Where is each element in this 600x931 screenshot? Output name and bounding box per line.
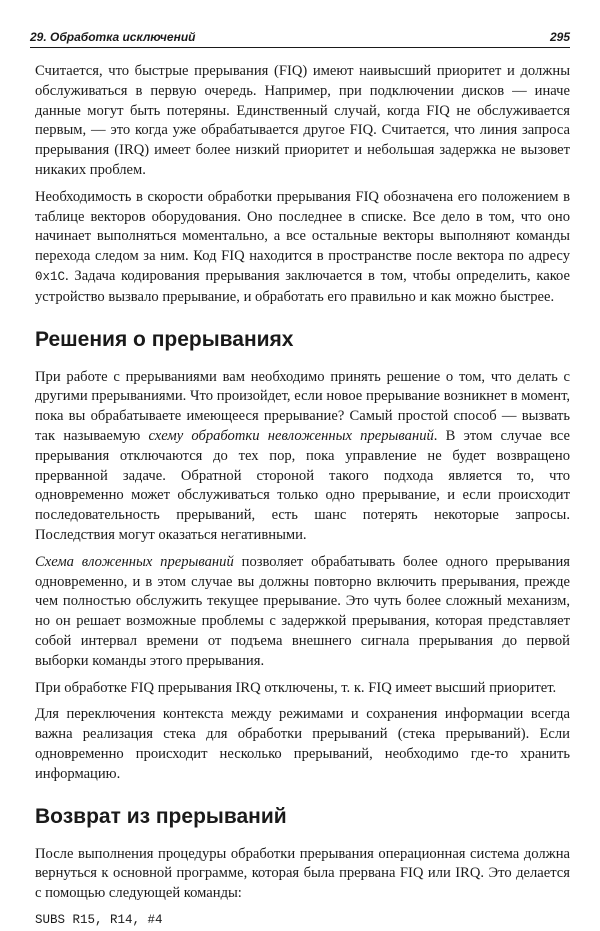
inline-code-address: 0x1C [35, 269, 66, 284]
page-content [35, 62, 570, 931]
chapter-title: 29. Обработка исключений [30, 30, 196, 44]
header-rule [30, 47, 570, 48]
section-heading-interrupt-decisions: Решения о прерываниях [35, 327, 294, 351]
paragraph-nested-scheme: Схема вложенных прерываний позволяет обрабатывать более одного прерывания одновременно, и в этом случае вы должны повторно включить прерывания, прежде чем полностью обслужить текущее прерывание. Это чуть более сложный механизм, но он решает возможные проблемы с задержкой прерывания, которая представляет собой интервал времени от подъема внешнего сигнала прерывания до первой выборки команды этого прерывания. [35, 553, 570, 669]
paragraph-return: После выполнения процедуры обработки прерывания операционная система должна вернуться к основной программе, которая была прервана FIQ или IRQ. Это делается с помощью следующей команды: [35, 845, 570, 902]
term-nested: Схема вложенных прерываний [35, 553, 234, 570]
page-number: 295 [549, 30, 570, 44]
term-nonnested: схему обработки невложенных прерываний [148, 427, 434, 444]
section-heading-return-from-interrupts: Возврат из прерываний [35, 804, 287, 828]
paragraph-nonnested-scheme: При работе с прерываниями вам необходимо принять решение о том, что делать с другими прерываниями. Что произойдет, если новое прерывание возникнет в момент, пока вы обрабатываете имеющееся прерывание? Самый простой способ — вызвать так называемую схему обработки невложенных прерываний. В этом случае все прерывания отключаются до тех пор, пока управление не будет возвращено прерванной задаче. Обратной стороной такого подхода является то, что одновременно может обслуживаться только одно прерывание, и если происходит последовательность прерываний, есть шанс потерять некоторые запросы. Последствия могут оказаться негативными. [35, 368, 571, 543]
paragraph-fiq-vector: Необходимость в скорости обработки прерывания FIQ обозначена его положением в таблице векторов оборудования. Оно последнее в списке. Все дело в том, что оно начинает выполняться моментально, а все остальные векторы выполняют команды перехода следом за ним. Код FIQ находится в пространстве после вектора по адресу 0x1C. Задача кодирования прерывания заключается в том, чтобы определить, какое устройство вызвало прерывание, и обработать его правильно и как можно быстрее. [35, 188, 570, 305]
paragraph-fiq-priority: Считается, что быстрые прерывания (FIQ) имеют наивысший приоритет и должны обслуживаться в первую очередь. Например, при подключении дисков — иначе данные могут быть потеряны. Единственный случай, когда FIQ не обслуживается первым, — это когда уже обрабатывается другое FIQ. Считается, что линия запроса прерывания (IRQ) имеет более низкий приоритет и небольшая задержка не вызовет никаких проблем. [35, 63, 570, 178]
code-listing: SUBS R15, R14, #4 [35, 912, 163, 927]
paragraph-interrupt-stack: Для переключения контекста между режимами и сохранения информации всегда важна реализация стека для обработки прерываний (стека прерываний). Если одновременно происходит несколько прерываний, необходимо где-то хранить информацию. [35, 706, 570, 782]
paragraph-fiq-irq-disabled: При обработке FIQ прерывания IRQ отключены, т. к. FIQ имеет высший приоритет. [35, 679, 557, 696]
